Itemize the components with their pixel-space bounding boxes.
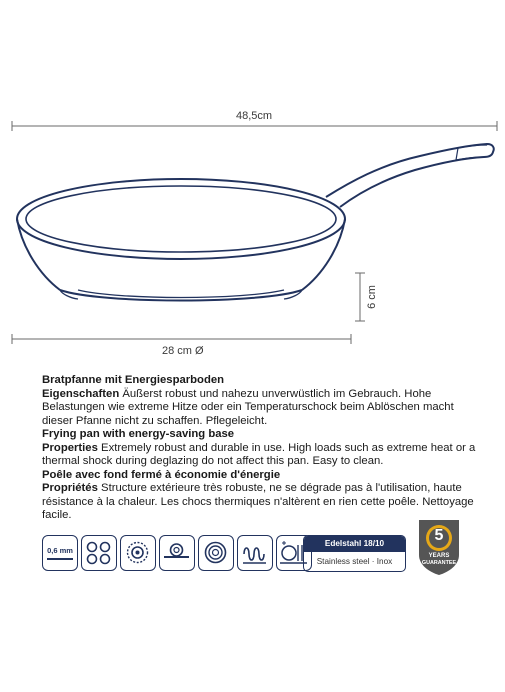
pan-handle xyxy=(326,144,494,207)
de-label: Eigenschaften xyxy=(42,387,120,400)
fr-label: Propriétés xyxy=(42,482,98,494)
fr-title: Poêle avec fond fermé à économie d'énergie xyxy=(42,468,281,481)
gas-icon xyxy=(120,535,156,571)
thickness-label: 0,6 mm xyxy=(47,546,73,555)
material-badge xyxy=(303,535,406,572)
en-text: Extremely robust and durable in use. High loads such as extreme heat or a thermal shock during deglazing do not affect this pan. Easy to clean. xyxy=(42,441,476,467)
en-label: Properties xyxy=(42,441,98,454)
pan-rim-outer xyxy=(17,179,345,259)
guarantee-text: GUARANTEE xyxy=(421,560,457,566)
ceramic-hob-icon xyxy=(159,535,195,571)
length-label: 48,5cm xyxy=(236,110,273,122)
de-text: Äußerst robust und nahezu unverwüstlich im Gebrauch. Hohe Belastungen wie extreme Hitze oder ein Temperaturschock beim Ablöschen macht dieser Pfanne nicht zu schaffen. Pflegeleicht. xyxy=(42,387,454,427)
en-title: Frying pan with energy-saving base xyxy=(42,428,235,440)
fr-text: Structure extérieure très robuste, ne se dégrade pas à l'utilisation, haute résistance à la chaleur. Les chocs thermiques n'altèrent en rien cette poêle. Nettoyage facile. xyxy=(42,482,474,521)
material-subtitle: Stainless steel · Inox xyxy=(316,557,393,566)
electric-hob-icon xyxy=(81,535,117,571)
guarantee-years: YEARS xyxy=(428,553,450,559)
material-title: Edelstahl 18/10 xyxy=(304,536,405,552)
de-paragraph xyxy=(42,388,482,429)
shield-icon xyxy=(416,517,462,577)
en-paragraph xyxy=(42,442,482,469)
diameter-label: 28 cm Ø xyxy=(162,345,204,357)
height-label: 6 cm xyxy=(366,285,378,309)
pan-bottom xyxy=(60,290,302,301)
de-title: Bratpfanne mit Energiesparboden xyxy=(42,374,225,386)
thickness-icon xyxy=(42,535,78,571)
halogen-icon xyxy=(198,535,234,571)
induction-icon xyxy=(237,535,273,571)
guarantee-badge xyxy=(416,517,462,577)
guarantee-number: 5 xyxy=(434,527,444,544)
product-description xyxy=(42,374,482,523)
